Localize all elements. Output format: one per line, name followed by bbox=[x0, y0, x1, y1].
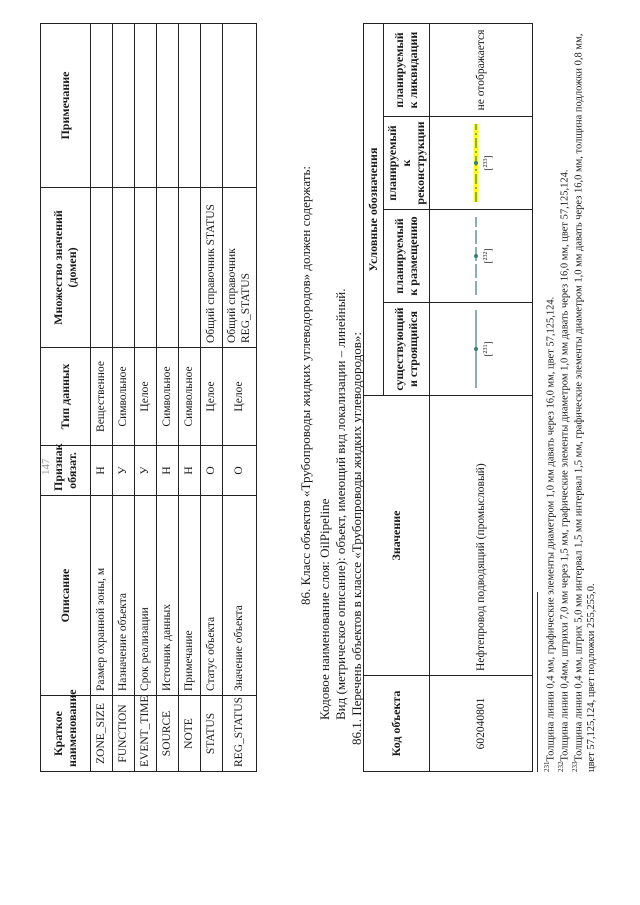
cell-note bbox=[113, 24, 135, 188]
cell-description: Срок реализации bbox=[135, 496, 157, 696]
cell-data-type: Вещественное bbox=[91, 348, 113, 446]
cell-symbol-reconstruction: [$^{233}$] bbox=[430, 117, 533, 210]
footnote-text: Толщина линии 0,4мм, штрихи 7,0 мм через 1,5 мм, графические элементы диаметром 1,0 мм давать через 16,0 мм, цвет 57,125,124. bbox=[559, 169, 571, 762]
header-short-name: Краткое наименование bbox=[41, 696, 91, 772]
section-heading: 86. Класс объектов «Трубопроводы жидких углеводородов» должен содержать: bbox=[298, 165, 313, 605]
table-row bbox=[157, 24, 179, 772]
cell-note bbox=[157, 24, 179, 188]
footnote-text: Толщина линии 0,4 мм, графические элементы диаметром 1,0 мм давать через 16,0 мм, цвет 57,125,124. bbox=[545, 296, 557, 762]
cell-data-type: Целое bbox=[135, 348, 157, 446]
table-row bbox=[430, 24, 533, 772]
cell-description: Статус объекта bbox=[201, 496, 223, 696]
footnote-number: 233 bbox=[571, 761, 579, 772]
attributes-table bbox=[40, 23, 257, 772]
objects-header-row bbox=[364, 24, 384, 772]
cell-short-name: STATUS bbox=[201, 696, 223, 772]
cell-note bbox=[223, 24, 257, 188]
cell-object-code: 602040801 bbox=[430, 676, 533, 772]
footnote bbox=[557, 12, 572, 772]
dashed-pipeline-line-icon bbox=[469, 215, 483, 297]
layer-code-line: Кодовое наименование слоя: OilPipeline bbox=[317, 498, 332, 720]
header-mandatory: Признак обязат. bbox=[41, 446, 91, 496]
table-row bbox=[91, 24, 113, 772]
cell-note bbox=[201, 24, 223, 188]
footnote-separator bbox=[537, 592, 538, 772]
cell-liquidation-text: не отображается bbox=[430, 24, 533, 117]
underlay-pipeline-line-icon bbox=[469, 122, 483, 204]
header-data-type: Тип данных bbox=[41, 348, 91, 446]
header-description: Описание bbox=[41, 496, 91, 696]
header-existing: существующий и строящийся bbox=[384, 303, 430, 396]
cell-description: Назначение объекта bbox=[113, 496, 135, 696]
objects-table bbox=[363, 23, 533, 772]
footnote bbox=[571, 12, 598, 772]
footnote-ref: 233 bbox=[483, 158, 490, 168]
attributes-header-row bbox=[41, 24, 91, 772]
cell-data-type: Символьное bbox=[113, 348, 135, 446]
header-planned-reconstruction: планируемый к реконструкции bbox=[384, 117, 430, 210]
cell-domain bbox=[113, 188, 135, 348]
cell-symbol-existing: [$^{231}$] bbox=[430, 303, 533, 396]
table-row bbox=[201, 24, 223, 772]
cell-description: Размер охранной зоны, м bbox=[91, 496, 113, 696]
footnote-ref: 231 bbox=[483, 344, 490, 354]
footnote bbox=[543, 12, 558, 772]
page-number: 147 bbox=[40, 458, 52, 475]
cell-mandatory: Н bbox=[179, 446, 201, 496]
footnote-text: Толщина линии 0,4 мм, штрих 5,0 мм интервал 1,5 мм интервал 1,5 мм, графические элементы диаметром 1,0 мм давать через 16,0 мм, толщина подложки 0,8 мм, цвет 57,125,124, цвет подложки 255,255,0. bbox=[573, 33, 597, 772]
cell-short-name: REG_STATUS bbox=[223, 696, 257, 772]
cell-mandatory: О bbox=[201, 446, 223, 496]
header-note: Примечание bbox=[41, 24, 91, 188]
cell-data-type: Целое bbox=[201, 348, 223, 446]
cell-data-type: Целое bbox=[223, 348, 257, 446]
cell-note bbox=[179, 24, 201, 188]
cell-short-name: SOURCE bbox=[157, 696, 179, 772]
cell-note bbox=[135, 24, 157, 188]
cell-domain bbox=[135, 188, 157, 348]
cell-description: Источник данных bbox=[157, 496, 179, 696]
cell-description: Значение объекта bbox=[223, 496, 257, 696]
cell-domain: Общий справочник REG_STATUS bbox=[223, 188, 257, 348]
geometry-type-line: Вид (метрическое описание): объект, имеющий вид локализации – линейный. bbox=[333, 288, 348, 720]
cell-mandatory: Н bbox=[157, 446, 179, 496]
table-row bbox=[179, 24, 201, 772]
cell-data-type: Символьное bbox=[157, 348, 179, 446]
solid-pipeline-line-icon bbox=[469, 308, 483, 390]
header-object-code: Код объекта bbox=[364, 676, 430, 772]
header-domain: Множество значений (домен) bbox=[41, 188, 91, 348]
footnote-number: 232 bbox=[557, 761, 565, 772]
cell-object-value: Нефтепровод подводящий (промысловый) bbox=[430, 396, 533, 676]
cell-short-name: EVENT_TIME bbox=[135, 696, 157, 772]
header-planned-placement: планируемый к размещению bbox=[384, 210, 430, 303]
cell-mandatory: О bbox=[223, 446, 257, 496]
cell-domain bbox=[157, 188, 179, 348]
table-row bbox=[135, 24, 157, 772]
cell-data-type: Символьное bbox=[179, 348, 201, 446]
cell-mandatory: У bbox=[113, 446, 135, 496]
cell-symbol-planned: [$^{232}$] bbox=[430, 210, 533, 303]
cell-domain bbox=[179, 188, 201, 348]
footnote-number: 231 bbox=[543, 761, 551, 772]
object-list-heading: 86.1. Перечень объектов в классе «Трубопроводы жидких углеводородов»: bbox=[349, 331, 364, 745]
header-value: Значение bbox=[364, 396, 430, 676]
table-row bbox=[223, 24, 257, 772]
cell-mandatory: Н bbox=[91, 446, 113, 496]
cell-domain bbox=[91, 188, 113, 348]
cell-domain: Общий справочник STATUS bbox=[201, 188, 223, 348]
header-planned-liquidation: планируемый к ликвидации bbox=[384, 24, 430, 117]
cell-short-name: NOTE bbox=[179, 696, 201, 772]
cell-mandatory: У bbox=[135, 446, 157, 496]
cell-description: Примечание bbox=[179, 496, 201, 696]
footnote-ref: 232 bbox=[483, 251, 490, 261]
cell-short-name: ZONE_SIZE bbox=[91, 696, 113, 772]
cell-short-name: FUNCTION bbox=[113, 696, 135, 772]
table-row bbox=[113, 24, 135, 772]
cell-note bbox=[91, 24, 113, 188]
header-symbols: Условные обозначения bbox=[364, 24, 384, 396]
